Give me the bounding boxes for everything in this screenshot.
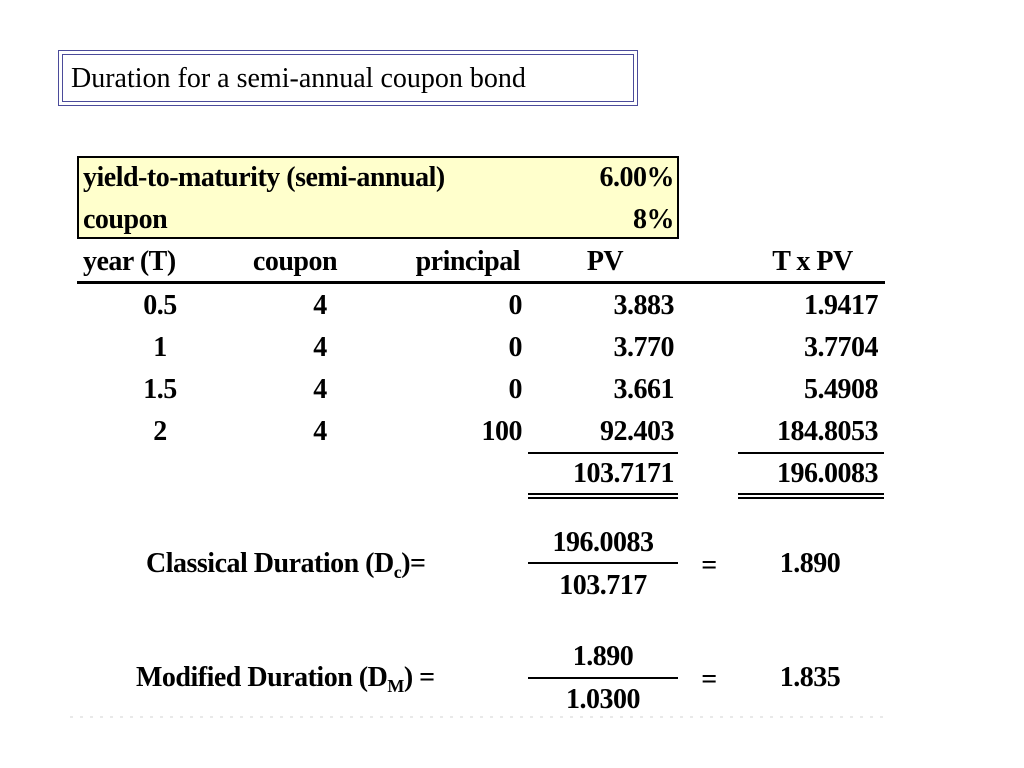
table-cell-txpv: 5.4908 (804, 374, 878, 405)
header-coupon: coupon (252, 246, 338, 277)
classical-denominator: 103.717 (559, 570, 647, 601)
table-cell-year: 1.5 (143, 374, 177, 405)
classical-equals: = (701, 550, 717, 581)
table-cell-year: 1 (153, 332, 167, 363)
classical-duration-label: Classical Duration $(D_c)=$ (146, 548, 426, 582)
txpv-double-underline-top (738, 493, 884, 495)
header-txpv: T x PV (772, 246, 853, 277)
table-cell-pv: 92.403 (600, 416, 674, 447)
total-pv: 103.7171 (573, 458, 674, 489)
table-cell-pv: 3.661 (613, 374, 674, 405)
table-cell-pv: 3.883 (613, 290, 674, 321)
modified-duration-label: Modified Duration $(D_M)$ = (136, 662, 435, 696)
ytm-label: yield-to-maturity (semi-annual) (83, 162, 445, 193)
header-underline (77, 281, 885, 284)
table-cell-year: 2 (153, 416, 167, 447)
modified-fraction-bar (528, 677, 678, 679)
classical-result: 1.890 (779, 548, 841, 579)
header-principal: principal (415, 246, 520, 277)
modified-subscript: M (387, 676, 404, 696)
table-cell-txpv: 3.7704 (804, 332, 878, 363)
modified-equals: = (701, 664, 717, 695)
total-txpv: 196.0083 (777, 458, 878, 489)
coupon-label: coupon (83, 204, 168, 235)
table-cell-coupon: 4 (313, 416, 327, 447)
ytm-value: 6.00% (599, 162, 674, 193)
header-pv: PV (586, 246, 624, 277)
table-cell-year: 0.5 (143, 290, 177, 321)
table-cell-txpv: 1.9417 (804, 290, 878, 321)
table-cell-principal: 0 (508, 374, 522, 405)
table-cell-coupon: 4 (313, 374, 327, 405)
table-cell-coupon: 4 (313, 332, 327, 363)
table-cell-coupon: 4 (313, 290, 327, 321)
txpv-sum-line (738, 452, 884, 454)
modified-result: 1.835 (779, 662, 841, 693)
faint-dotted-border (70, 716, 890, 718)
title-box (58, 50, 638, 106)
modified-numerator: 1.890 (572, 641, 634, 672)
classical-subscript: c (393, 562, 402, 582)
classical-fraction-bar (528, 562, 678, 564)
classical-numerator: 196.0083 (552, 527, 654, 558)
header-year: year (T) (83, 246, 176, 277)
pv-double-underline-top (528, 493, 678, 495)
txpv-double-underline-bottom (738, 497, 884, 499)
modified-denominator: 1.0300 (566, 684, 640, 715)
table-cell-pv: 3.770 (613, 332, 674, 363)
pv-double-underline-bottom (528, 497, 678, 499)
page-title: Duration for a semi-annual coupon bond (62, 54, 634, 102)
coupon-value: 8% (633, 204, 674, 235)
table-cell-principal: 100 (481, 416, 522, 447)
table-cell-txpv: 184.8053 (777, 416, 878, 447)
pv-sum-line (528, 452, 678, 454)
table-cell-principal: 0 (508, 290, 522, 321)
table-cell-principal: 0 (508, 332, 522, 363)
